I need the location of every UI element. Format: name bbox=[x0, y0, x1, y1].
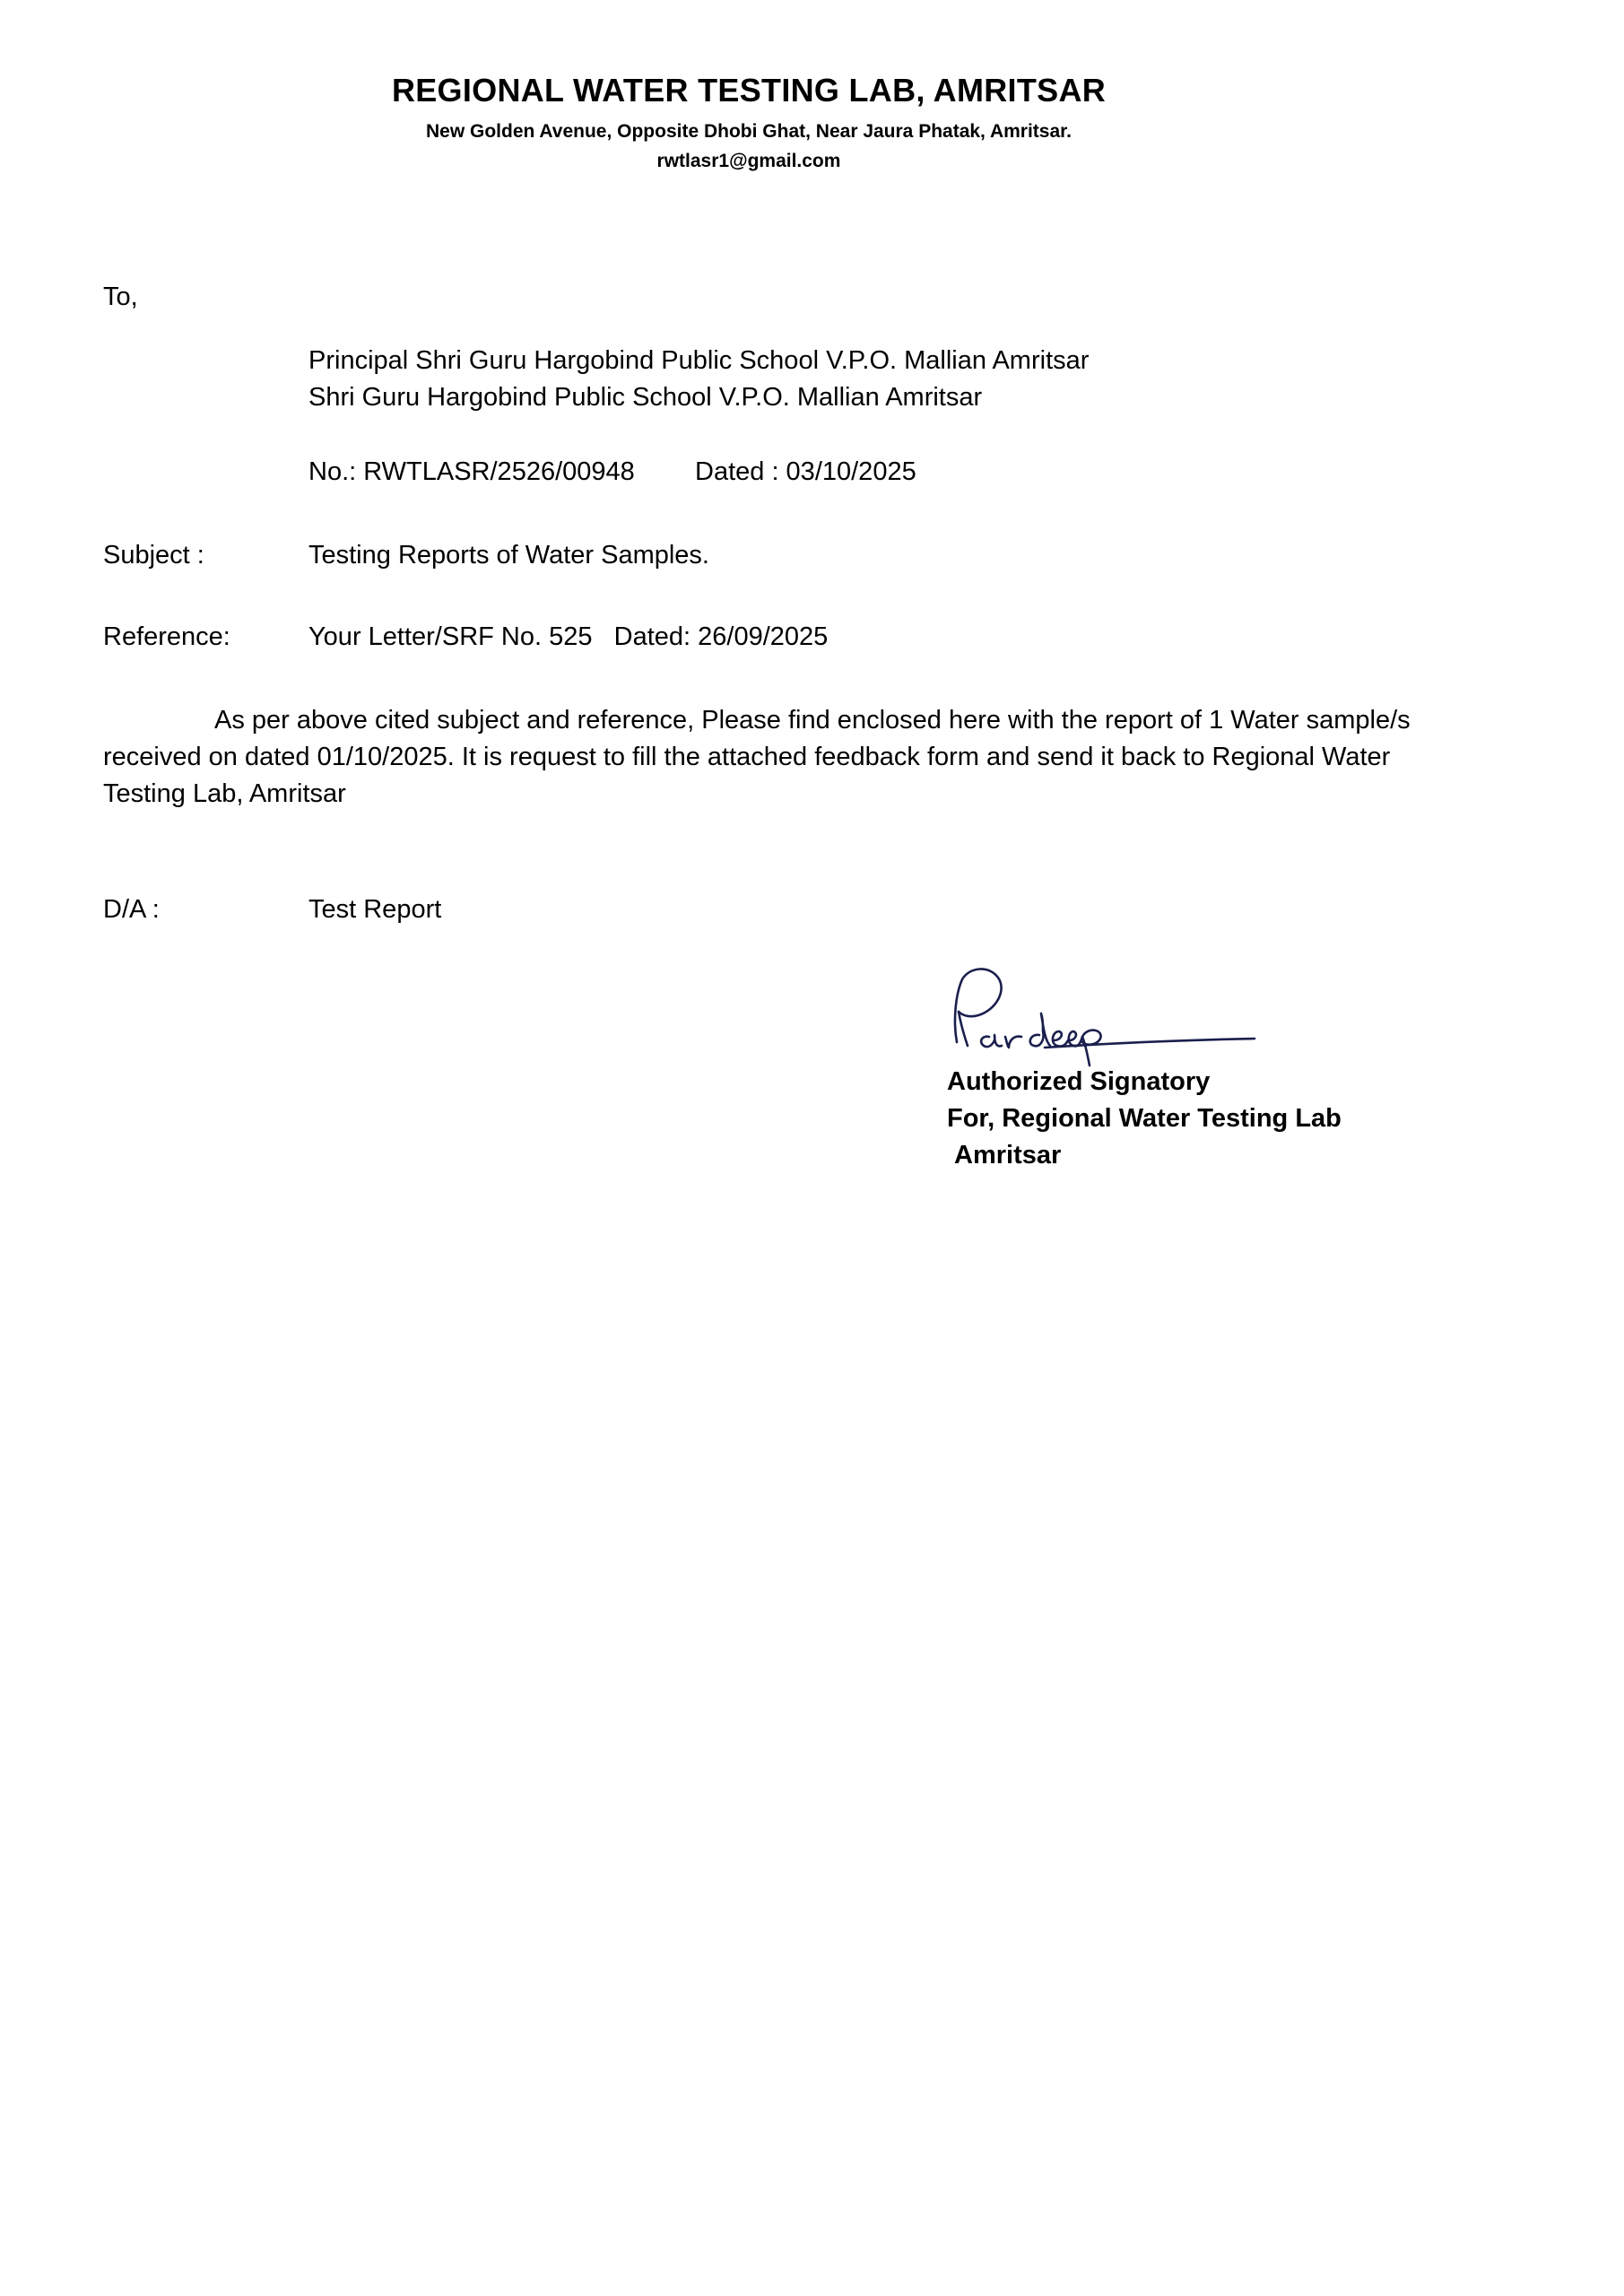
recipient-line-1: Principal Shri Guru Hargobind Public School V.P.O. Mallian Amritsar bbox=[308, 346, 1090, 375]
body-line: As per above cited subject and reference, Please find enclosed here with the report of 1 Water sample/s bbox=[214, 706, 1411, 735]
subject-label: Subject : bbox=[103, 541, 204, 570]
subject-value: Testing Reports of Water Samples. bbox=[308, 541, 709, 570]
letter-number: No.: RWTLASR/2526/00948 bbox=[308, 457, 635, 486]
handwritten-signature bbox=[946, 960, 1269, 1067]
signatory-organization: For, Regional Water Testing Lab bbox=[947, 1104, 1342, 1133]
lab-email: rwtlasr1@gmail.com bbox=[656, 151, 841, 171]
enclosure-label: D/A : bbox=[103, 895, 160, 924]
signatory-title: Authorized Signatory bbox=[947, 1067, 1211, 1096]
recipient-line-2: Shri Guru Hargobind Public School V.P.O. Mallian Amritsar bbox=[308, 383, 983, 412]
salutation-to: To, bbox=[103, 283, 138, 311]
reference-label: Reference: bbox=[103, 622, 230, 651]
enclosure-value: Test Report bbox=[308, 895, 442, 924]
body-paragraph bbox=[103, 702, 1502, 813]
letter-date: Dated : 03/10/2025 bbox=[695, 457, 916, 486]
signatory-city: Amritsar bbox=[954, 1141, 1062, 1170]
lab-title: REGIONAL WATER TESTING LAB, AMRITSAR bbox=[391, 72, 1107, 109]
body-line: Testing Lab, Amritsar bbox=[103, 779, 346, 808]
lab-address: New Golden Avenue, Opposite Dhobi Ghat, Near Jaura Phatak, Amritsar. bbox=[425, 121, 1072, 142]
reference-value: Your Letter/SRF No. 525 Dated: 26/09/2025 bbox=[308, 622, 829, 651]
body-line: received on dated 01/10/2025. It is request to fill the attached feedback form and send it back to Regional Water bbox=[103, 743, 1391, 771]
